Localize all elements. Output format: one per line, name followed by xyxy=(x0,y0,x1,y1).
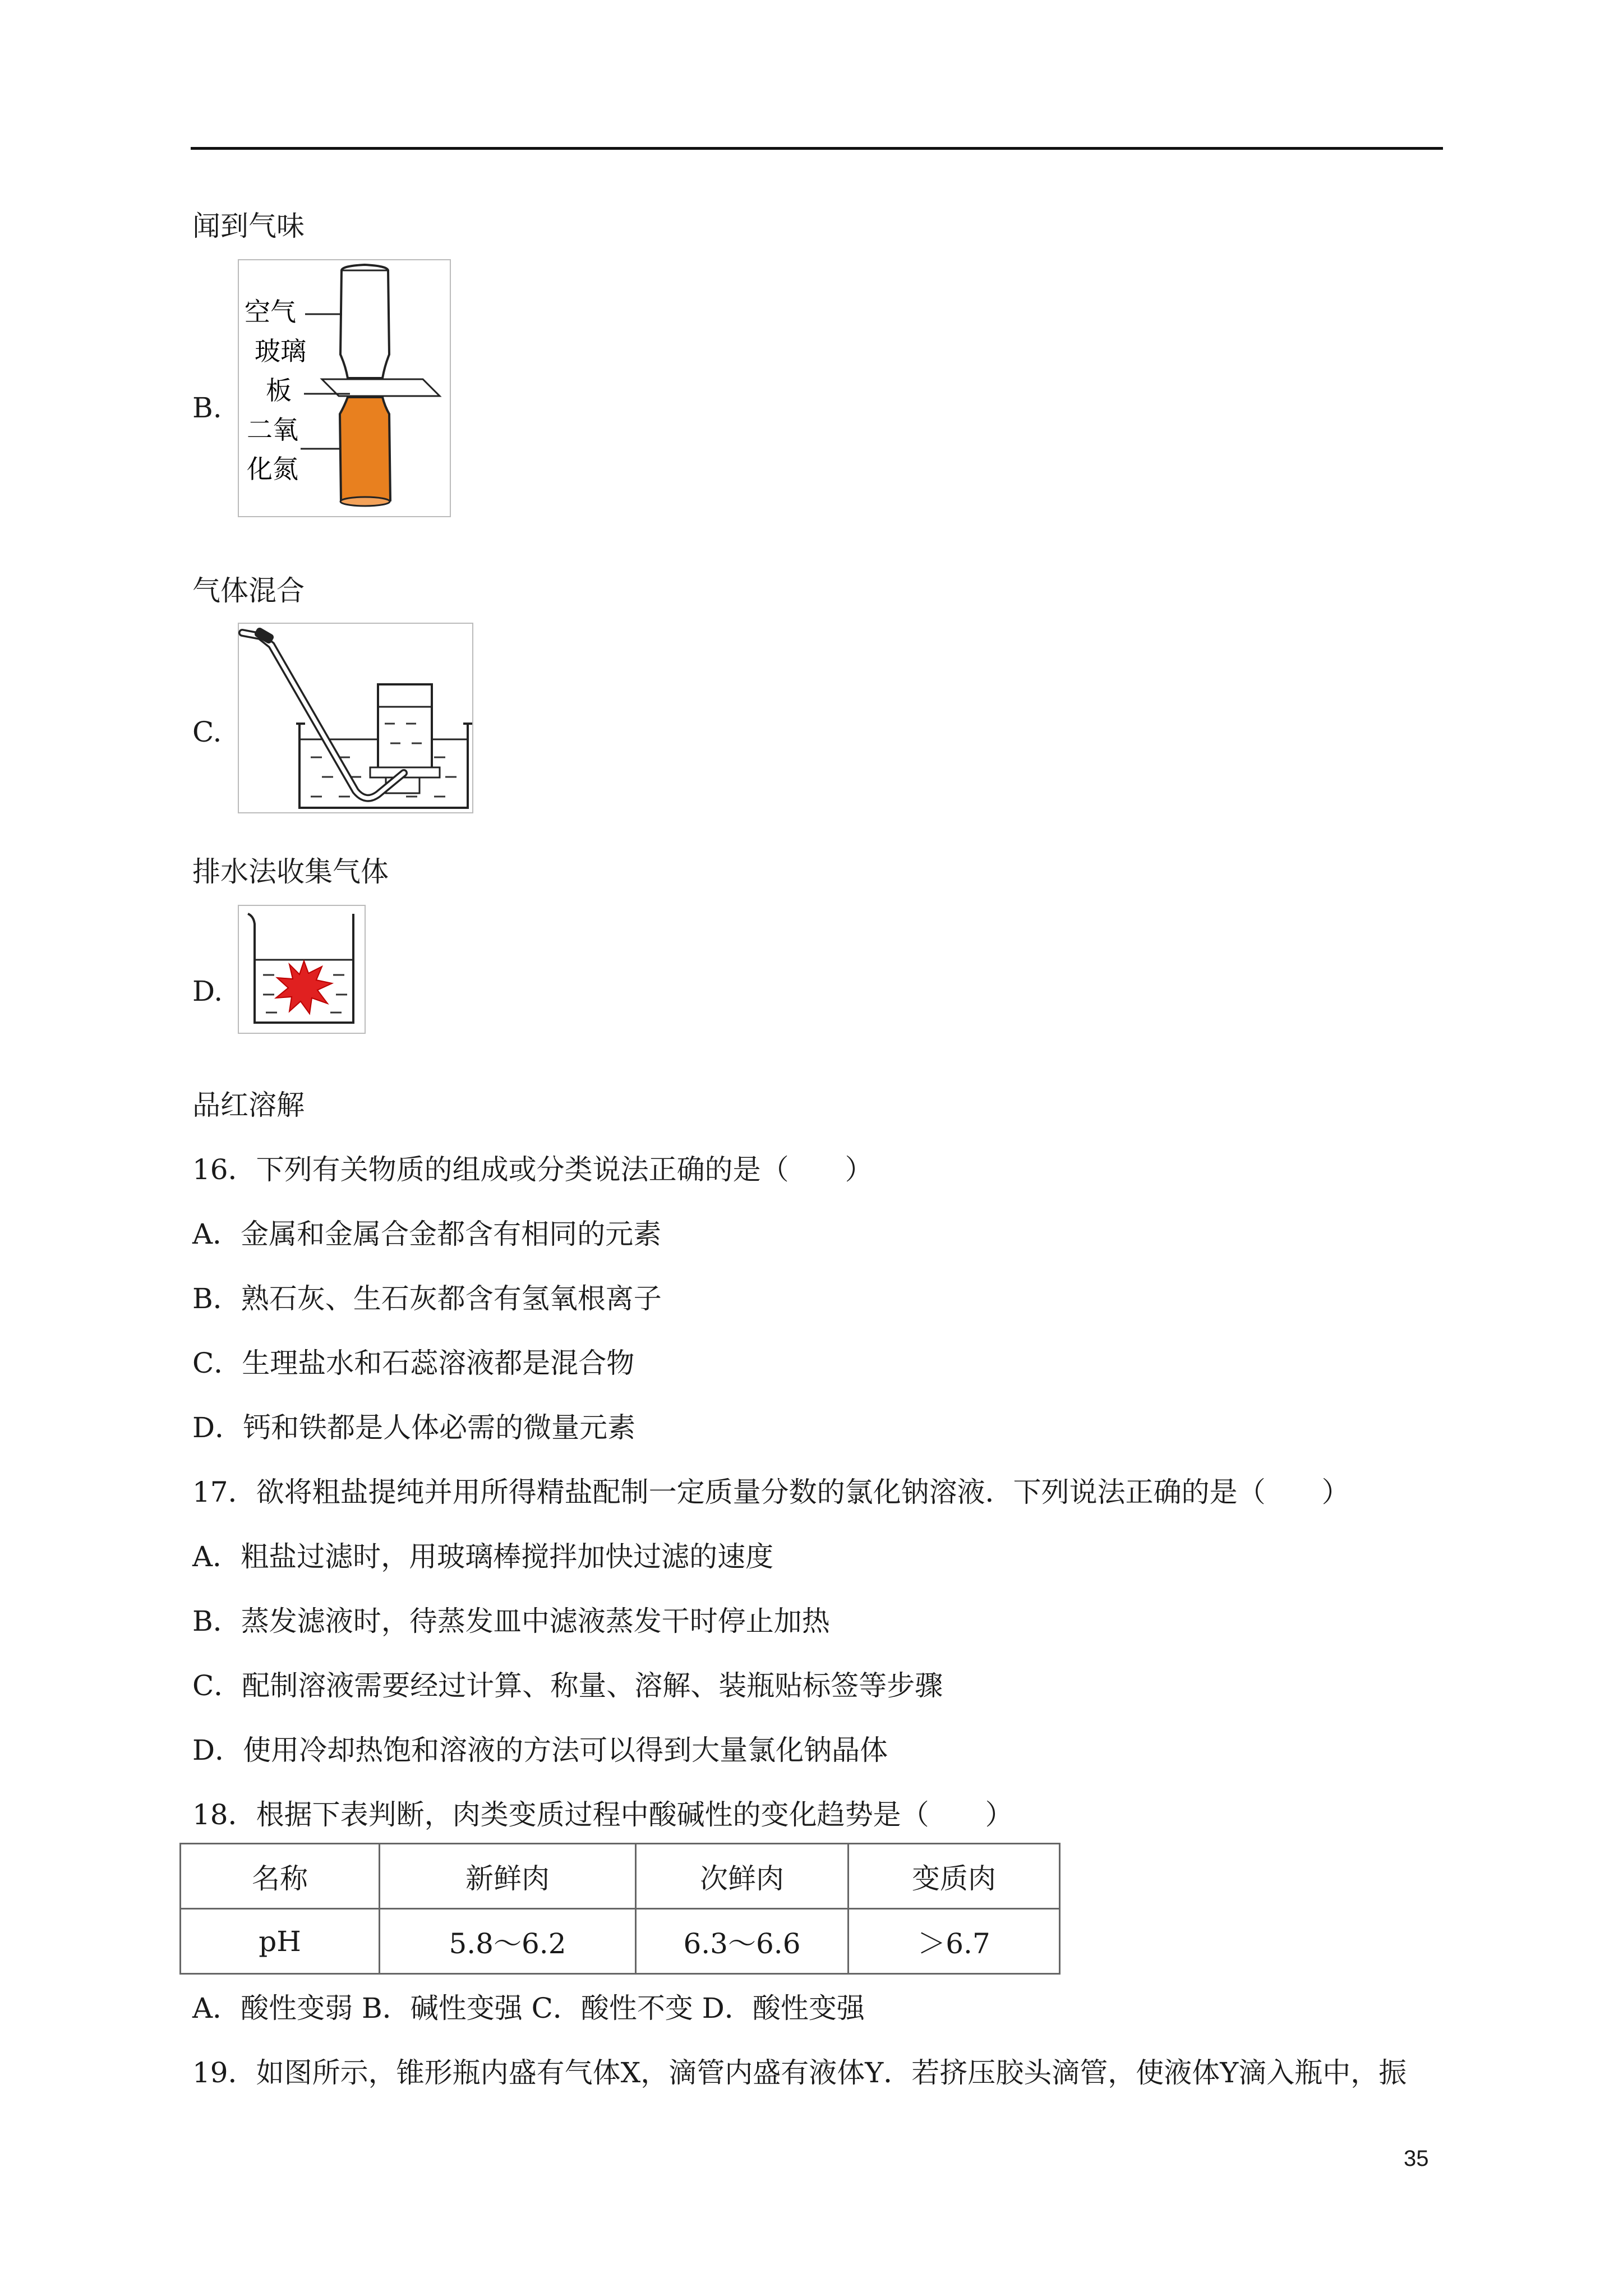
table-cell: 变质肉 xyxy=(849,1844,1060,1909)
no2-gas xyxy=(340,397,390,503)
label-glass: 玻璃 xyxy=(255,336,306,366)
q19-stem: 19．如图所示，锥形瓶内盛有气体X，滴管内盛有液体Y．若挤压胶头滴管，使液体Y滴入瓶中，振 xyxy=(192,2056,1407,2089)
label-air: 空气 xyxy=(245,297,296,327)
table-cell: 次鲜肉 xyxy=(636,1844,849,1909)
q17-option-c: C．配制溶液需要经过计算、称量、溶解、装瓶贴标签等步骤 xyxy=(192,1669,943,1702)
table-cell: pH xyxy=(181,1909,380,1974)
option-c-letter: C. xyxy=(192,716,222,748)
q16-option-a: A．金属和金属合金都含有相同的元素 xyxy=(192,1218,662,1250)
q16-option-d: D．钙和铁都是人体必需的微量元素 xyxy=(192,1411,636,1444)
q16-option-c: C．生理盐水和石蕊溶液都是混合物 xyxy=(192,1347,635,1379)
q16-stem: 16．下列有关物质的组成或分类说法正确的是（ ） xyxy=(192,1153,873,1186)
page-number: 35 xyxy=(1404,2146,1429,2171)
header-rule xyxy=(191,147,1443,150)
caption-b: 气体混合 xyxy=(192,574,305,607)
label-plate: 板 xyxy=(266,375,292,406)
table-cell: 6.3～6.6 xyxy=(636,1909,849,1974)
figure-c-water-collection xyxy=(238,623,473,813)
caption-a: 闻到气味 xyxy=(192,210,305,242)
figure-b-gas-diffusion xyxy=(238,259,451,517)
q16-option-b: B．熟石灰、生石灰都含有氢氧根离子 xyxy=(192,1282,662,1315)
table-cell: 5.8～6.2 xyxy=(380,1909,636,1974)
table-cell: 名称 xyxy=(181,1844,380,1909)
ph-table xyxy=(179,1843,1061,1975)
table-cell: 新鲜肉 xyxy=(380,1844,636,1909)
option-d-letter: D. xyxy=(192,975,223,1007)
table-header-row xyxy=(181,1844,1060,1909)
q17-stem: 17．欲将粗盐提纯并用所得精盐配制一定质量分数的氯化钠溶液．下列说法正确的是（ ） xyxy=(192,1476,1350,1508)
q17-option-a: A．粗盐过滤时，用玻璃棒搅拌加快过滤的速度 xyxy=(192,1540,774,1573)
q18-options: A．酸性变弱 B．碱性变强 C．酸性不变 D．酸性变强 xyxy=(192,1992,865,2024)
dye-blob xyxy=(276,961,332,1014)
table-row xyxy=(181,1909,1060,1974)
q17-option-b: B．蒸发滤液时，待蒸发皿中滤液蒸发干时停止加热 xyxy=(192,1605,830,1637)
label-no2-2: 化氮 xyxy=(247,454,298,484)
caption-d: 品红溶解 xyxy=(192,1089,305,1121)
figure-d-dye-dissolving xyxy=(238,905,366,1034)
option-b-letter: B. xyxy=(192,392,222,424)
table-cell: ＞6.7 xyxy=(849,1909,1060,1974)
caption-c: 排水法收集气体 xyxy=(192,855,389,888)
q17-option-d: D．使用冷却热饱和溶液的方法可以得到大量氯化钠晶体 xyxy=(192,1734,888,1766)
q18-stem: 18．根据下表判断，肉类变质过程中酸碱性的变化趋势是（ ） xyxy=(192,1798,1013,1831)
label-no2-1: 二氧 xyxy=(247,415,298,445)
